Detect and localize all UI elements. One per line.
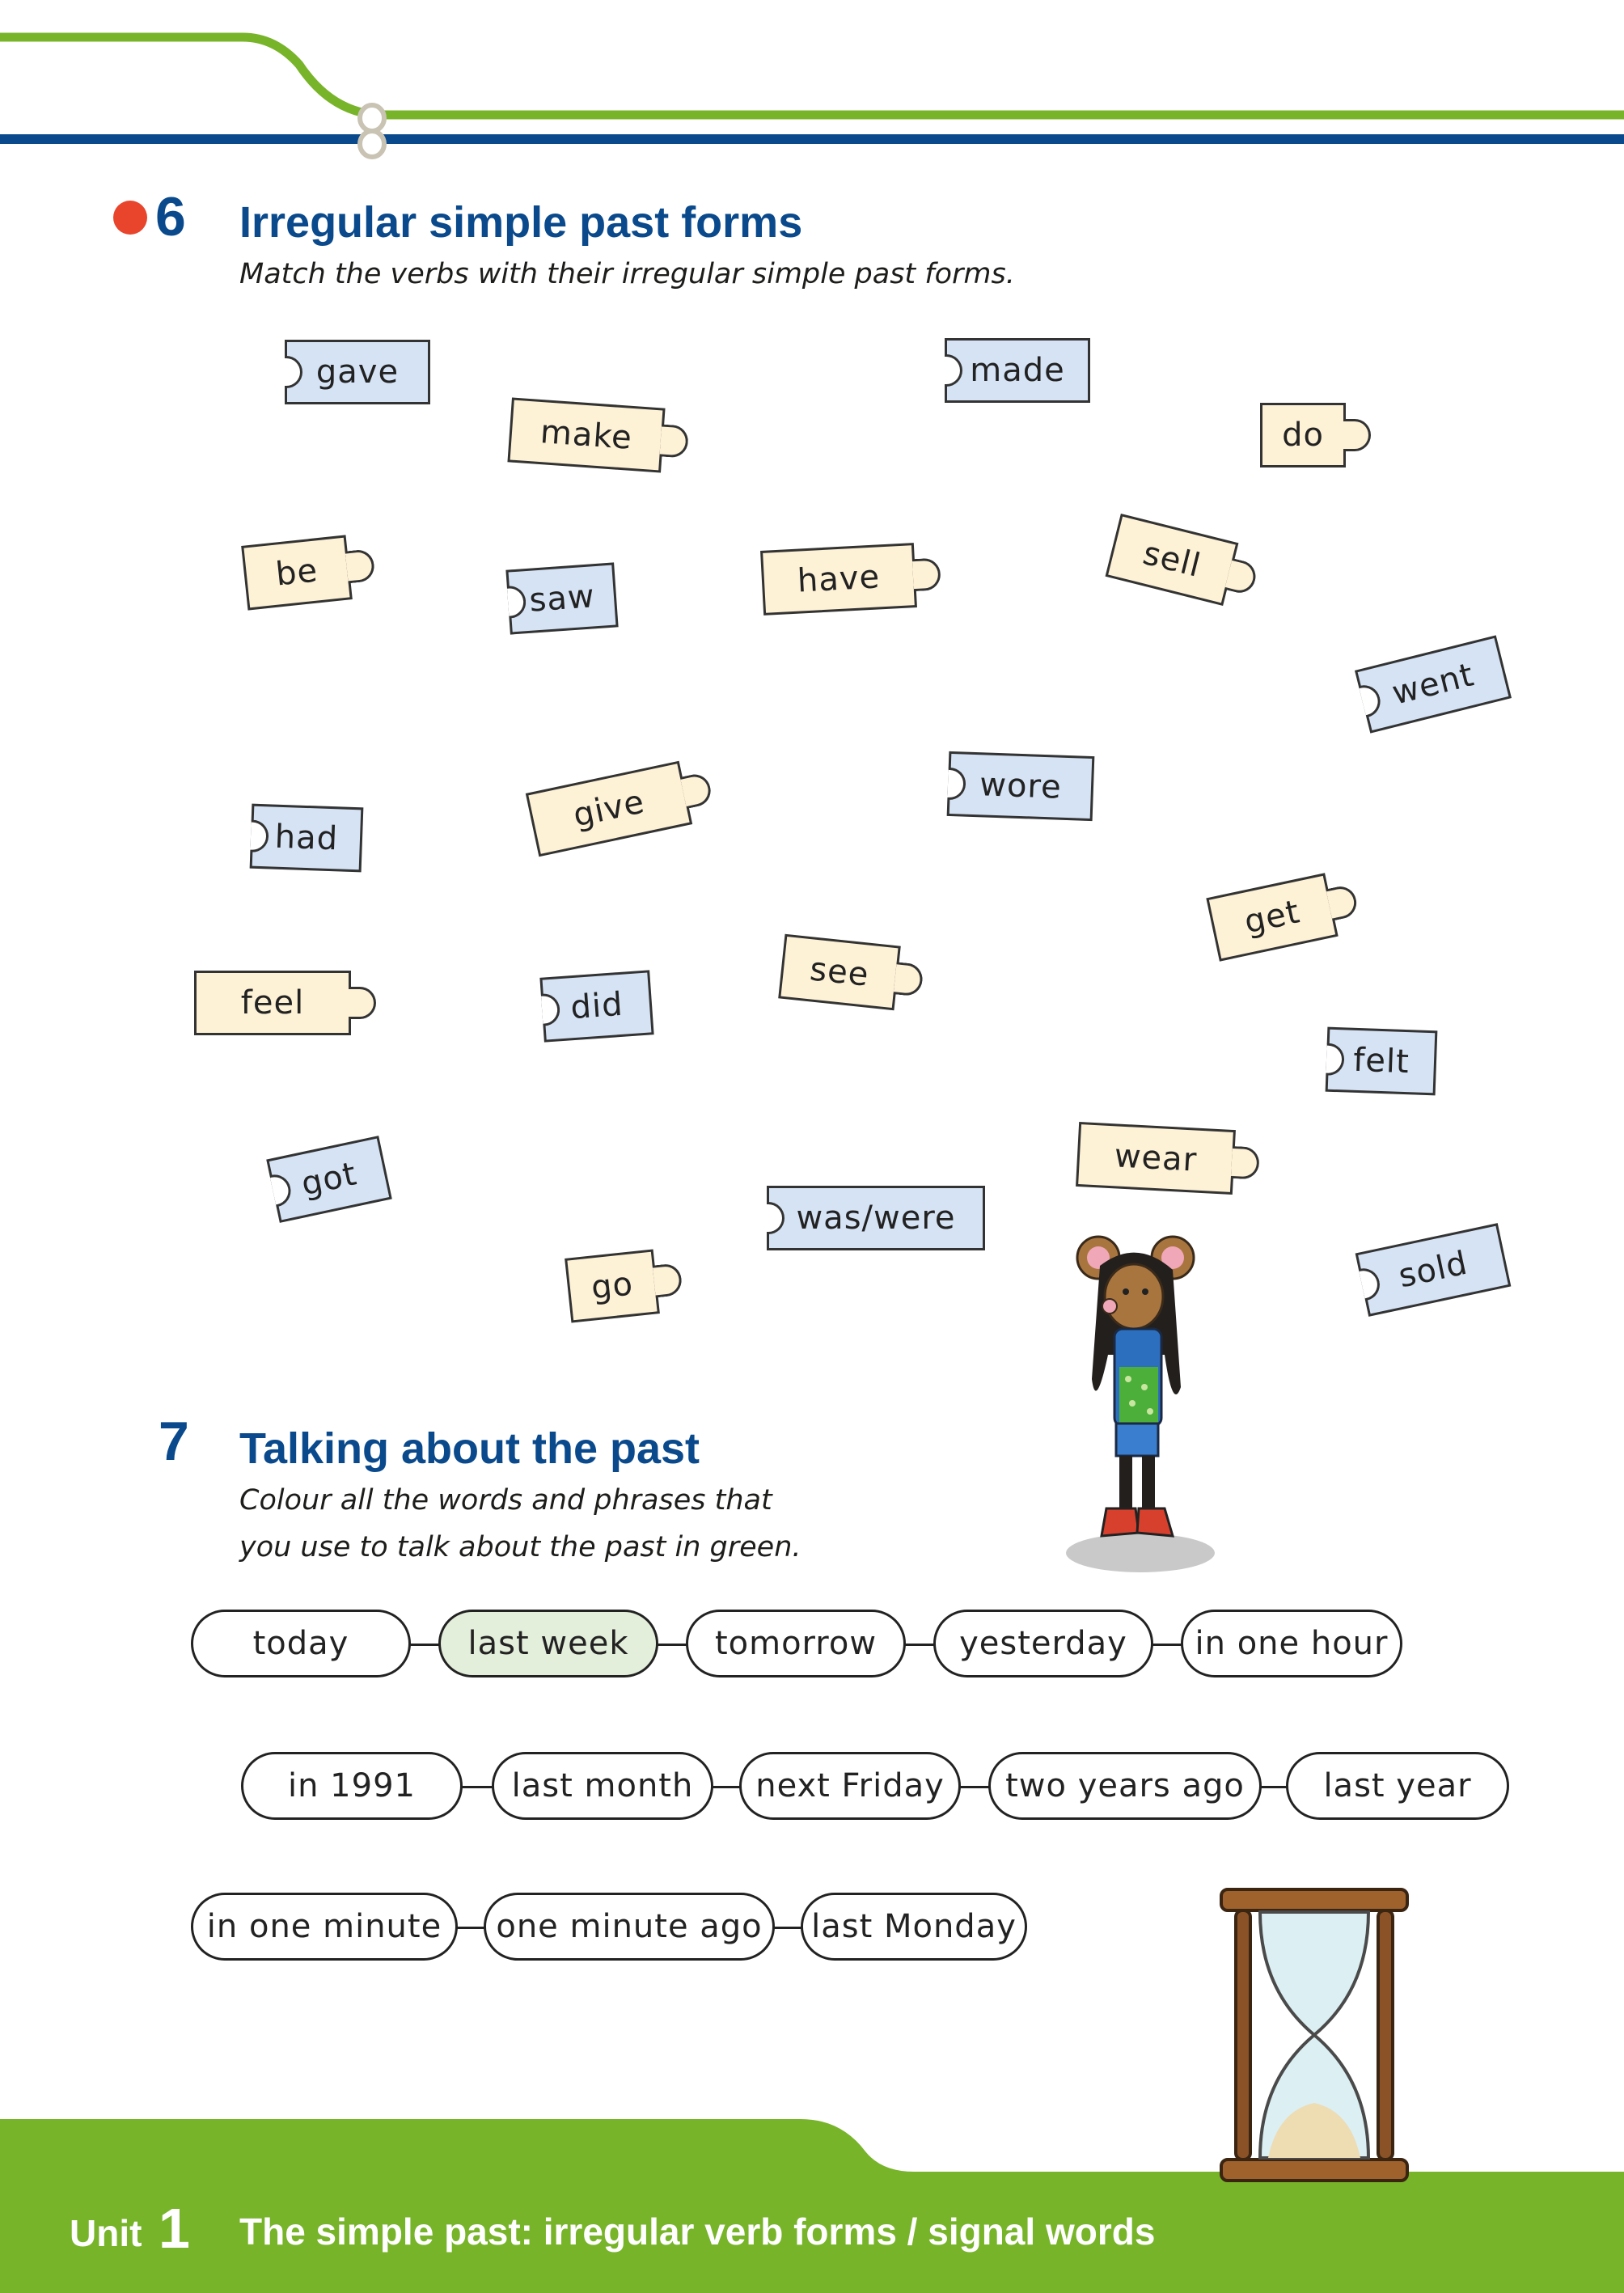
puzzle-tab-icon xyxy=(659,424,689,458)
pill-connector xyxy=(408,1644,440,1646)
instruction-line-2: you use to talk about the past in green. xyxy=(239,1531,801,1563)
puzzle-tab-icon xyxy=(680,772,714,809)
puzzle-notch-icon xyxy=(1326,1043,1344,1077)
header-lines xyxy=(0,0,1624,162)
phrase-tomorrow[interactable]: tomorrow xyxy=(686,1610,906,1677)
puzzle-tab-icon xyxy=(1326,883,1360,920)
piece-label: did xyxy=(569,985,624,1027)
piece-label: sell xyxy=(1139,535,1205,585)
piece-label: wear xyxy=(1113,1137,1199,1179)
puzzle-tab-icon xyxy=(345,548,376,583)
phrase-in-one-minute[interactable]: in one minute xyxy=(191,1893,458,1961)
puzzle-tab-icon xyxy=(1343,419,1371,451)
puzzle-piece-saw[interactable] xyxy=(505,562,618,634)
puzzle-piece-go[interactable] xyxy=(565,1249,660,1322)
puzzle-piece-was-were[interactable] xyxy=(767,1186,985,1250)
pill-connector xyxy=(772,1927,804,1929)
piece-label: wore xyxy=(979,766,1063,806)
footer-title: The simple past: irregular verb forms / signal words xyxy=(239,2211,1156,2253)
hourglass-icon xyxy=(1213,1885,1415,2185)
puzzle-piece-went[interactable] xyxy=(1355,635,1512,733)
puzzle-piece-do[interactable] xyxy=(1260,403,1346,467)
phrase-next-friday[interactable]: next Friday xyxy=(739,1752,961,1820)
puzzle-tab-icon xyxy=(894,962,924,996)
puzzle-piece-made[interactable] xyxy=(945,338,1090,403)
puzzle-notch-icon xyxy=(945,354,962,387)
piece-label: feel xyxy=(240,984,305,1022)
puzzle-piece-felt[interactable] xyxy=(1326,1027,1438,1096)
piece-label: give xyxy=(569,783,649,835)
puzzle-piece-feel[interactable] xyxy=(194,971,351,1035)
piece-label: go xyxy=(589,1265,636,1307)
pill-connector xyxy=(958,1786,992,1788)
footer-unit-number: 1 xyxy=(159,2197,190,2260)
puzzle-notch-icon xyxy=(947,768,966,801)
puzzle-tab-icon xyxy=(912,557,941,591)
puzzle-notch-icon xyxy=(541,992,561,1026)
puzzle-piece-gave[interactable] xyxy=(285,340,430,404)
puzzle-piece-sell[interactable] xyxy=(1106,514,1239,606)
phrase-two-years-ago[interactable]: two years ago xyxy=(988,1752,1262,1820)
piece-label: went xyxy=(1388,656,1478,713)
phrase-last-week[interactable]: last week xyxy=(438,1610,658,1677)
footer-unit-label: Unit xyxy=(70,2212,142,2254)
exercise-6-instruction: Match the verbs with their irregular simple past forms. xyxy=(239,258,1015,290)
mouse-girl-illustration xyxy=(1051,1225,1229,1581)
piece-label: felt xyxy=(1352,1041,1410,1081)
puzzle-notch-icon xyxy=(250,820,269,853)
puzzle-notch-icon xyxy=(1359,682,1384,717)
phrase-last-year[interactable]: last year xyxy=(1286,1752,1509,1820)
puzzle-tab-icon xyxy=(1224,558,1259,596)
puzzle-piece-sold[interactable] xyxy=(1355,1223,1512,1317)
puzzle-piece-had[interactable] xyxy=(250,804,364,873)
puzzle-tab-icon xyxy=(1231,1146,1260,1180)
piece-label: get xyxy=(1241,893,1304,941)
puzzle-piece-wear[interactable] xyxy=(1076,1122,1236,1195)
chain-link-icon xyxy=(360,105,384,157)
puzzle-piece-get[interactable] xyxy=(1206,873,1338,961)
piece-label: make xyxy=(539,413,634,457)
exercise-6-number: 6 xyxy=(155,186,186,247)
puzzle-tab-icon xyxy=(349,987,376,1019)
puzzle-piece-make[interactable] xyxy=(507,397,665,472)
pill-connector xyxy=(459,1786,495,1788)
phrase-in-1991[interactable]: in 1991 xyxy=(241,1752,463,1820)
puzzle-piece-have[interactable] xyxy=(760,543,917,616)
pill-connector xyxy=(655,1644,687,1646)
piece-label: be xyxy=(273,552,320,594)
pill-connector xyxy=(455,1927,487,1929)
exercise-7-number: 7 xyxy=(159,1411,189,1472)
puzzle-notch-icon xyxy=(507,585,527,618)
phrase-last-month[interactable]: last month xyxy=(492,1752,713,1820)
piece-label: saw xyxy=(527,577,597,620)
piece-label: sold xyxy=(1395,1244,1471,1296)
phrase-last-monday[interactable]: last Monday xyxy=(801,1893,1027,1961)
piece-label: was/were xyxy=(796,1199,956,1237)
puzzle-notch-icon xyxy=(767,1202,785,1234)
puzzle-piece-give[interactable] xyxy=(526,761,692,857)
puzzle-piece-did[interactable] xyxy=(539,970,653,1042)
pill-connector xyxy=(1258,1786,1289,1788)
pill-connector xyxy=(903,1644,935,1646)
piece-label: made xyxy=(970,352,1065,389)
puzzle-piece-see[interactable] xyxy=(778,934,901,1011)
puzzle-piece-wore[interactable] xyxy=(947,751,1095,821)
puzzle-tab-icon xyxy=(653,1263,683,1297)
phrase-in-one-hour[interactable]: in one hour xyxy=(1181,1610,1402,1677)
phrase-one-minute-ago[interactable]: one minute ago xyxy=(484,1893,775,1961)
exercise-7-instruction xyxy=(239,1477,801,1571)
piece-label: see xyxy=(808,950,871,994)
puzzle-piece-got[interactable] xyxy=(266,1136,392,1223)
phrase-yesterday[interactable]: yesterday xyxy=(933,1610,1153,1677)
puzzle-notch-icon xyxy=(1359,1266,1383,1301)
pill-connector xyxy=(1150,1644,1182,1646)
instruction-line-1: Colour all the words and phrases that xyxy=(239,1484,772,1517)
puzzle-notch-icon xyxy=(285,356,302,388)
piece-label: gave xyxy=(315,353,400,391)
pill-connector xyxy=(710,1786,742,1788)
exercise-6-title: Irregular simple past forms xyxy=(239,198,803,247)
piece-label: had xyxy=(274,818,339,858)
piece-label: got xyxy=(298,1155,361,1204)
phrase-today[interactable]: today xyxy=(191,1610,411,1677)
puzzle-piece-be[interactable] xyxy=(241,535,353,610)
bullet-icon xyxy=(113,201,147,235)
puzzle-notch-icon xyxy=(269,1172,294,1208)
piece-label: do xyxy=(1282,417,1324,454)
exercise-7-title: Talking about the past xyxy=(239,1424,700,1473)
piece-label: have xyxy=(796,558,882,600)
